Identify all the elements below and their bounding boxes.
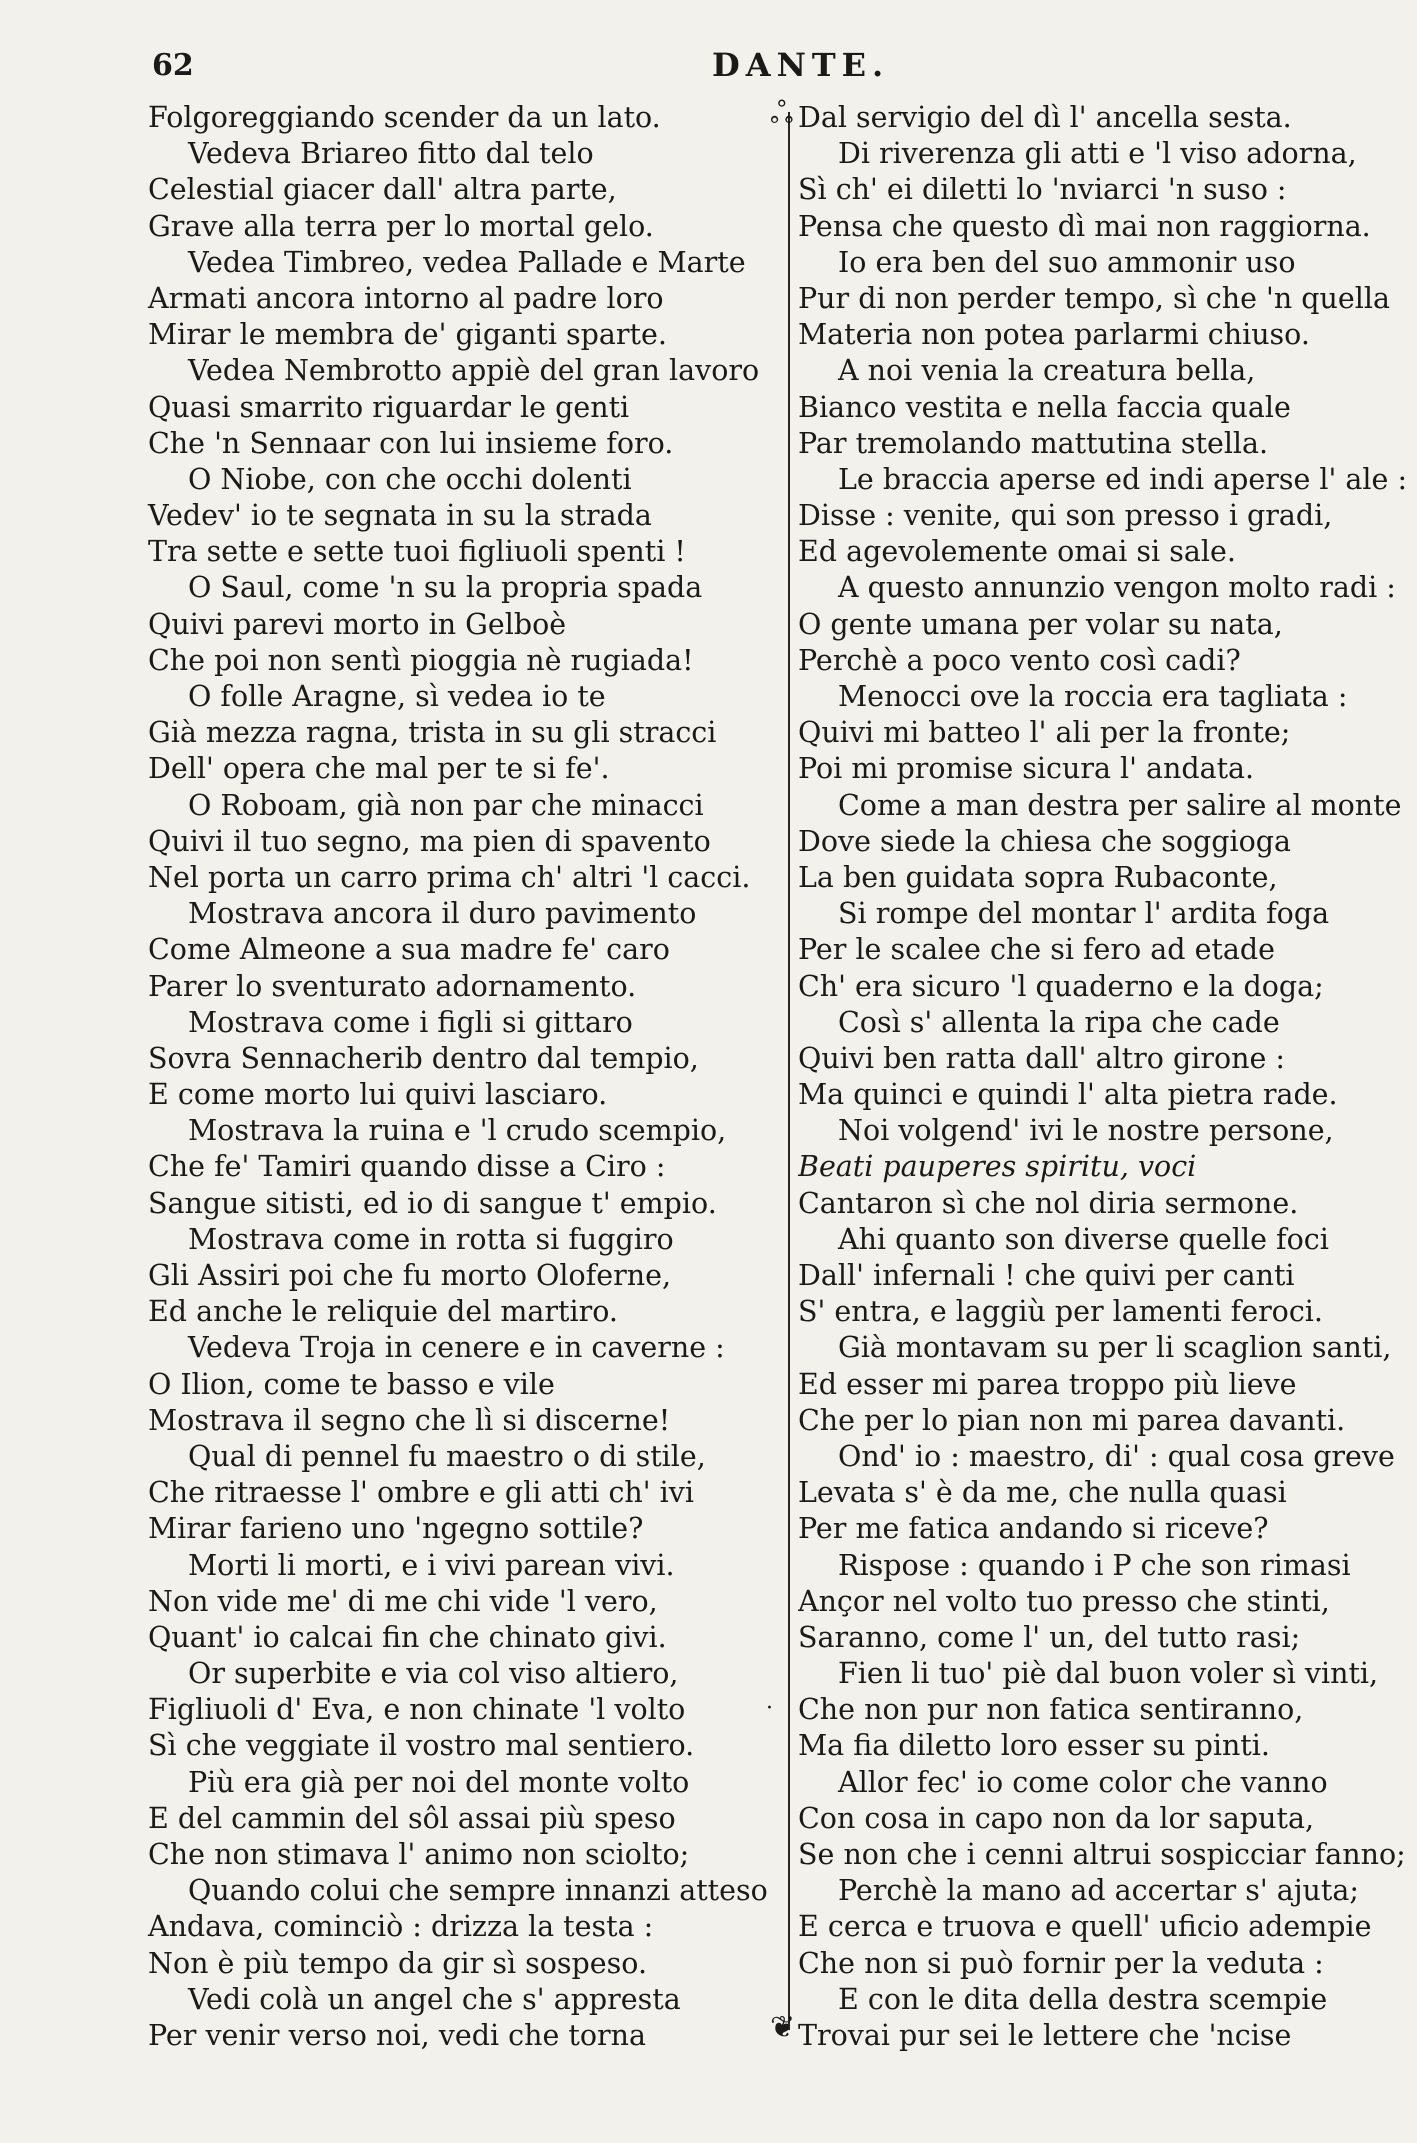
verse-line: La ben guidata sopra Rubaconte, [798,860,1278,894]
verse-line: Già mezza ragna, trista in su gli stracci [148,716,717,750]
right-column [798,100,1417,2054]
verse-line: Così s' allenta la ripa che cade [838,1005,1280,1039]
verse-line: Più era già per noi del monte volto [188,1765,690,1799]
verse-line: Disse : venite, qui son presso i gradi, [798,499,1333,533]
verse-line: Mirar le membra de' giganti sparte. [148,318,667,352]
verse-line: Trovai pur sei le lettere che 'ncise [798,2018,1292,2052]
verse-line: Figliuoli d' Eva, e non chinate 'l volto [148,1693,686,1727]
verse-line: Che non stimava l' animo non sciolto; [148,1838,690,1871]
verse-line: Bianco vestita e nella faccia quale [798,390,1291,424]
verse-line: Quasi smarrito riguardar le genti [148,390,630,424]
verse-line: E come morto lui quivi lasciaro. [148,1078,608,1112]
verse-line: O Saul, come 'n su la propria spada [188,571,703,605]
verse-line: Ed esser mi parea troppo più lieve [798,1367,1297,1401]
ornament-top-icon: ஃ [770,96,794,131]
verse-line: Folgoreggiando scender da un lato. [148,101,661,134]
verse-line: O Roboam, già non par che minacci [188,788,704,822]
verse-line: Vedeva Troja in cenere e in caverne : [188,1331,725,1365]
verse-line: Noi volgend' ivi le nostre persone, [838,1114,1334,1148]
verse-line: Vedeva Briareo fitto dal telo [188,137,594,171]
verse-line: Pensa che questo dì mai non raggiorna. [798,209,1371,243]
verse-line: Gli Assiri poi che fu morto Oloferne, [148,1259,672,1292]
verse-line: Tra sette e sette tuoi figliuoli spenti ! [148,535,686,569]
verse-line: Armati ancora intorno al padre loro [148,281,664,315]
verse-line: Sangue sitisti, ed io di sangue t' empio. [148,1186,717,1220]
verse-line: Mostrava ancora il duro pavimento [188,897,697,931]
verse-line: Parer lo sventurato adornamento. [148,969,637,1003]
verse-line: Or superbite e via col viso altiero, [188,1657,679,1691]
column-divider [788,112,790,2030]
verse-line: Ch' era sicuro 'l quaderno e la doga; [798,969,1324,1003]
verse-line: Che poi non sentì pioggia nè rugiada! [148,643,694,677]
verse-line: Rispose : quando i P che son rimasi [838,1548,1351,1582]
verse-line: Pur di non perder tempo, sì che 'n quella [798,281,1390,315]
verse-line: Perchè a poco vento così cadi? [798,643,1241,677]
verse-line: Fien li tuo' piè dal buon voler sì vinti, [838,1657,1379,1691]
verse-line: Nel porta un carro prima ch' altri 'l cacci. [148,860,751,894]
ornament-bottom-icon: ❦ [770,2010,796,2045]
verse-line: Quivi parevi morto in Gelboè [148,607,567,641]
verse-line: Qual di pennel fu maestro o di stile, [188,1439,706,1473]
verse-line: E con le dita della destra scempie [838,1982,1328,2016]
verse-line: Per me fatica andando si riceve? [798,1512,1269,1546]
verse-line: Ma quinci e quindi l' alta pietra rade. [798,1078,1338,1112]
verse-line: Che per lo pian non mi parea davanti. [798,1403,1346,1437]
verse-line: Vedea Timbreo, vedea Pallade e Marte [188,245,746,279]
page-number: 62 [152,48,194,83]
verse-line: Ançor nel volto tuo presso che stinti, [798,1584,1330,1618]
verse-line: Non vide me' di me chi vide 'l vero, [148,1584,658,1618]
verse-line: O gente umana per volar su nata, [798,607,1283,641]
verse-line: Per le scalee che si fero ad etade [798,933,1275,967]
verse-line: Come Almeone a sua madre fe' caro [148,933,670,967]
verse-line: Vedea Nembrotto appiè del gran lavoro [188,354,760,388]
verse-line: Celestial giacer dall' altra parte, [148,173,617,207]
verse-line: Mostrava il segno che lì si discerne! [148,1403,671,1437]
verse-line: Grave alla terra per lo mortal gelo. [148,209,654,243]
verse-line: Quivi il tuo segno, ma pien di spavento [148,824,711,858]
verse-line: Poi mi promise sicura l' andata. [798,752,1255,786]
verse-line: Ond' io : maestro, di' : qual cosa greve [838,1439,1395,1473]
verse-line: Con cosa in capo non da lor saputa, [798,1801,1315,1835]
verse-line: Quivi ben ratta dall' altro girone : [798,1041,1285,1075]
verse-line: E del cammin del sôl assai più speso [148,1801,676,1835]
verse-line: O Ilion, come te basso e vile [148,1367,555,1401]
verse-line: Vedev' io te segnata in su la strada [148,499,652,533]
verse-line: Ed agevolemente omai si sale. [798,535,1236,569]
margin-dot: · [766,1696,773,1721]
verse-line: A questo annunzio vengon molto radi : [838,571,1396,605]
verse-line: Saranno, come l' un, del tutto rasi; [798,1620,1301,1654]
verse-line: Menocci ove la roccia era tagliata : [838,680,1348,713]
verse-line: Ahi quanto son diverse quelle foci [838,1222,1329,1256]
verse-line: Quant' io calcai fin che chinato givi. [148,1620,667,1654]
verse-line: Che non si può fornir per la veduta : [798,1946,1324,1980]
verse-line: Che fe' Tamiri quando disse a Ciro : [148,1150,666,1184]
verse-line: Come a man destra per salire al monte [838,788,1402,822]
verse-line: Levata s' è da me, che nulla quasi [798,1476,1287,1510]
verse-line: Quivi mi batteo l' ali per la fronte; [798,716,1291,750]
verse-line: Perchè la mano ad accertar s' ajuta; [838,1874,1359,1908]
verse-line: Che ritraesse l' ombre e gli atti ch' ivi [148,1476,694,1510]
verse-line: Se non che i cenni altrui sospicciar fanno; [798,1838,1406,1871]
verse-line: Dall' infernali ! che quivi per canti [798,1259,1295,1292]
verse-line: Cantaron sì che nol diria sermone. [798,1186,1299,1220]
verse-line: Dell' opera che mal per te si fe'. [148,752,610,786]
verse-line: Vedi colà un angel che s' appresta [188,1982,681,2016]
left-column [148,100,778,2054]
verse-line: Materia non potea parlarmi chiuso. [798,318,1310,352]
verse-line: Sì ch' ei diletti lo 'nviarci 'n suso : [798,173,1287,207]
running-head: DANTE. [712,46,890,84]
verse-line: Io era ben del suo ammonir uso [838,245,1296,279]
verse-line: Le braccia aperse ed indi aperse l' ale : [838,462,1408,496]
verse-line: Ma fia diletto loro esser su pinti. [798,1729,1270,1763]
verse-line: A noi venia la creatura bella, [838,354,1256,388]
verse-line: O Niobe, con che occhi dolenti [188,462,632,496]
verse-line: Dal servigio del dì l' ancella sesta. [798,101,1292,134]
verse-line: S' entra, e laggiù per lamenti feroci. [798,1295,1323,1329]
verse-line: Di riverenza gli atti e 'l viso adorna, [838,137,1357,171]
verse-line: O folle Aragne, sì vedea io te [188,680,606,713]
verse-line: Mostrava la ruina e 'l crudo scempio, [188,1114,727,1148]
verse-line: Dove siede la chiesa che soggioga [798,824,1291,858]
verse-line: E cerca e truova e quell' uficio adempie [798,1910,1372,1944]
verse-line: Par tremolando mattutina stella. [798,426,1269,460]
verse-line: Morti li morti, e i vivi parean vivi. [188,1548,675,1582]
verse-line: Non è più tempo da gir sì sospeso. [148,1946,648,1980]
verse-line: Mostrava come in rotta si fuggiro [188,1222,674,1256]
verse-line: Beati pauperes spiritu, voci [798,1150,1197,1184]
verse-line: Che 'n Sennaar con lui insieme foro. [148,426,674,460]
verse-line: Per venir verso noi, vedi che torna [148,2018,646,2052]
verse-line: Ed anche le reliquie del martiro. [148,1295,618,1329]
verse-line: Sovra Sennacherib dentro dal tempio, [148,1041,699,1075]
verse-line: Che non pur non fatica sentiranno, [798,1693,1304,1727]
verse-line: Si rompe del montar l' ardita foga [838,897,1330,931]
verse-line: Quando colui che sempre innanzi atteso [188,1874,768,1908]
verse-line: Mirar farieno uno 'ngegno sottile? [148,1512,644,1546]
verse-line: Mostrava come i figli si gittaro [188,1005,633,1039]
verse-line: Già montavam su per li scaglion santi, [838,1331,1392,1365]
verse-line: Allor fec' io come color che vanno [838,1765,1328,1799]
verse-line: Sì che veggiate il vostro mal sentiero. [148,1729,695,1763]
verse-line: Andava, cominciò : drizza la testa : [148,1910,654,1944]
